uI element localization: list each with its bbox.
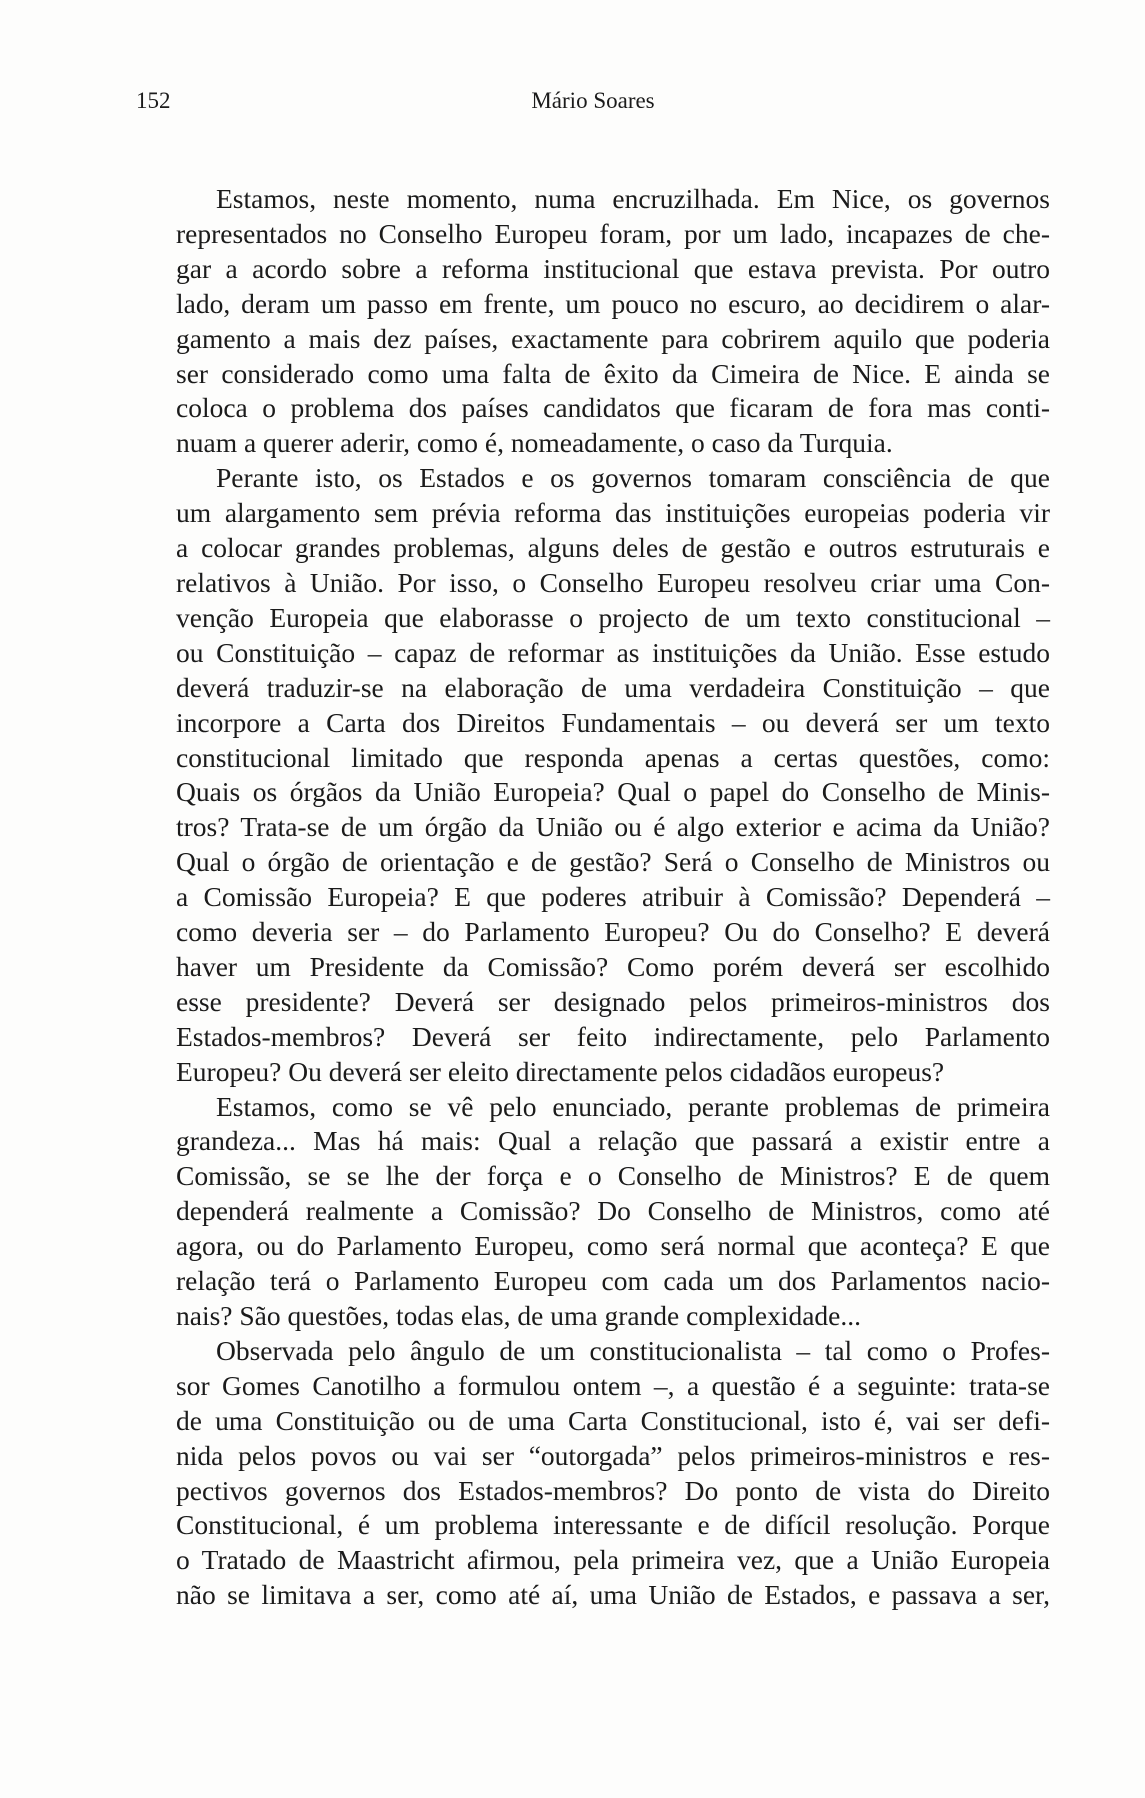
- text-line: pectivos governos dos Estados-membros? Do ponto de vista do Direito: [176, 1474, 1050, 1506]
- text-line: Perante isto, os Estados e os governos tomaram consciência de que: [216, 462, 1050, 494]
- text-line: Estados-membros? Deverá ser feito indirectamente, pelo Parlamento: [176, 1020, 1050, 1052]
- running-title: Mário Soares: [531, 88, 655, 113]
- text-line: Quais os órgãos da União Europeia? Qual o papel do Conselho de Minis-: [176, 776, 1050, 808]
- text-line: tros? Trata-se de um órgão da União ou é algo exterior e acima da União?: [176, 811, 1050, 843]
- text-line: Constitucional, é um problema interessante e de difícil resolução. Porque: [176, 1509, 1050, 1541]
- text-line: esse presidente? Deverá ser designado pelos primeiros-ministros dos: [176, 985, 1050, 1017]
- paragraph: [136, 1334, 1050, 1613]
- text-line: incorpore a Carta dos Direitos Fundamentais – ou deverá ser um texto: [176, 706, 1050, 738]
- text-line: grandeza... Mas há mais: Qual a relação que passará a existir entre a: [176, 1125, 1050, 1157]
- text-line: relativos à União. Por isso, o Conselho Europeu resolveu criar uma Con-: [176, 566, 1050, 598]
- text-line: sor Gomes Canotilho a formulou ontem –, a questão é a seguinte: trata-se: [176, 1369, 1050, 1401]
- text-line: ser considerado como uma falta de êxito da Cimeira de Nice. E ainda se: [176, 357, 1050, 389]
- text-line: agora, ou do Parlamento Europeu, como será normal que aconteça? E que: [176, 1230, 1050, 1262]
- text-line: deverá traduzir-se na elaboração de uma verdadeira Constituição – que: [176, 671, 1050, 703]
- text-line: coloca o problema dos países candidatos que ficaram de fora mas conti-: [176, 392, 1050, 424]
- text-line: Observada pelo ângulo de um constitucionalista – tal como o Profes-: [216, 1334, 1050, 1366]
- text-line: gamento a mais dez países, exactamente para cobrirem aquilo que poderia: [176, 322, 1050, 354]
- text-line: relação terá o Parlamento Europeu com cada um dos Parlamentos nacio-: [176, 1265, 1050, 1297]
- text-line: um alargamento sem prévia reforma das instituições europeias poderia vir: [176, 497, 1050, 529]
- text-line: lado, deram um passo em frente, um pouco no escuro, ao decidirem o alar-: [176, 287, 1050, 319]
- text-line: Qual o órgão de orientação e de gestão? Será o Conselho de Ministros ou: [176, 846, 1050, 878]
- text-line: Estamos, como se vê pelo enunciado, perante problemas de primeira: [216, 1090, 1050, 1122]
- text-line: a Comissão Europeia? E que poderes atribuir à Comissão? Dependerá –: [176, 881, 1050, 913]
- text-line: o Tratado de Maastricht afirmou, pela primeira vez, que a União Europeia: [176, 1544, 1050, 1576]
- text-line: Estamos, neste momento, numa encruzilhada. Em Nice, os governos: [216, 183, 1050, 214]
- text-line: venção Europeia que elaborasse o projecto de um texto constitucional –: [176, 601, 1050, 633]
- text-line: nais? São questões, todas elas, de uma grande complexidade...: [176, 1300, 862, 1331]
- paragraph: [136, 461, 1050, 1089]
- text-line: nuam a querer aderir, como é, nomeadamente, o caso da Turquia.: [176, 427, 893, 459]
- text-line: ou Constituição – capaz de reformar as instituições da União. Esse estudo: [176, 636, 1050, 668]
- running-head: [136, 86, 1050, 116]
- text-line: constitucional limitado que responda apenas a certas questões, como:: [176, 741, 1050, 773]
- text-line: representados no Conselho Europeu foram, por um lado, incapazes de che-: [176, 217, 1050, 249]
- text-line: a colocar grandes problemas, alguns deles de gestão e outros estruturais e: [176, 532, 1050, 564]
- paragraph: [136, 1090, 1050, 1334]
- page-number: 152: [136, 88, 171, 113]
- text-line: não se limitava a ser, como até aí, uma União de Estados, e passava a ser,: [176, 1579, 1050, 1611]
- text-line: Comissão, se se lhe der força e o Conselho de Ministros? E de quem: [176, 1160, 1050, 1192]
- body-text: [136, 182, 1050, 1613]
- text-line: como deveria ser – do Parlamento Europeu? Ou do Conselho? E deverá: [176, 916, 1050, 948]
- text-line: de uma Constituição ou de uma Carta Constitucional, isto é, vai ser defi-: [176, 1404, 1050, 1436]
- text-line: haver um Presidente da Comissão? Como porém deverá ser escolhido: [176, 950, 1050, 982]
- text-line: nida pelos povos ou vai ser “outorgada” pelos primeiros-ministros e res-: [176, 1439, 1050, 1471]
- text-line: dependerá realmente a Comissão? Do Conselho de Ministros, como até: [176, 1195, 1050, 1227]
- text-line: Europeu? Ou deverá ser eleito directamente pelos cidadãos europeus?: [176, 1055, 945, 1087]
- text-line: gar a acordo sobre a reforma institucional que estava prevista. Por outro: [176, 252, 1050, 284]
- paragraph: [136, 182, 1050, 461]
